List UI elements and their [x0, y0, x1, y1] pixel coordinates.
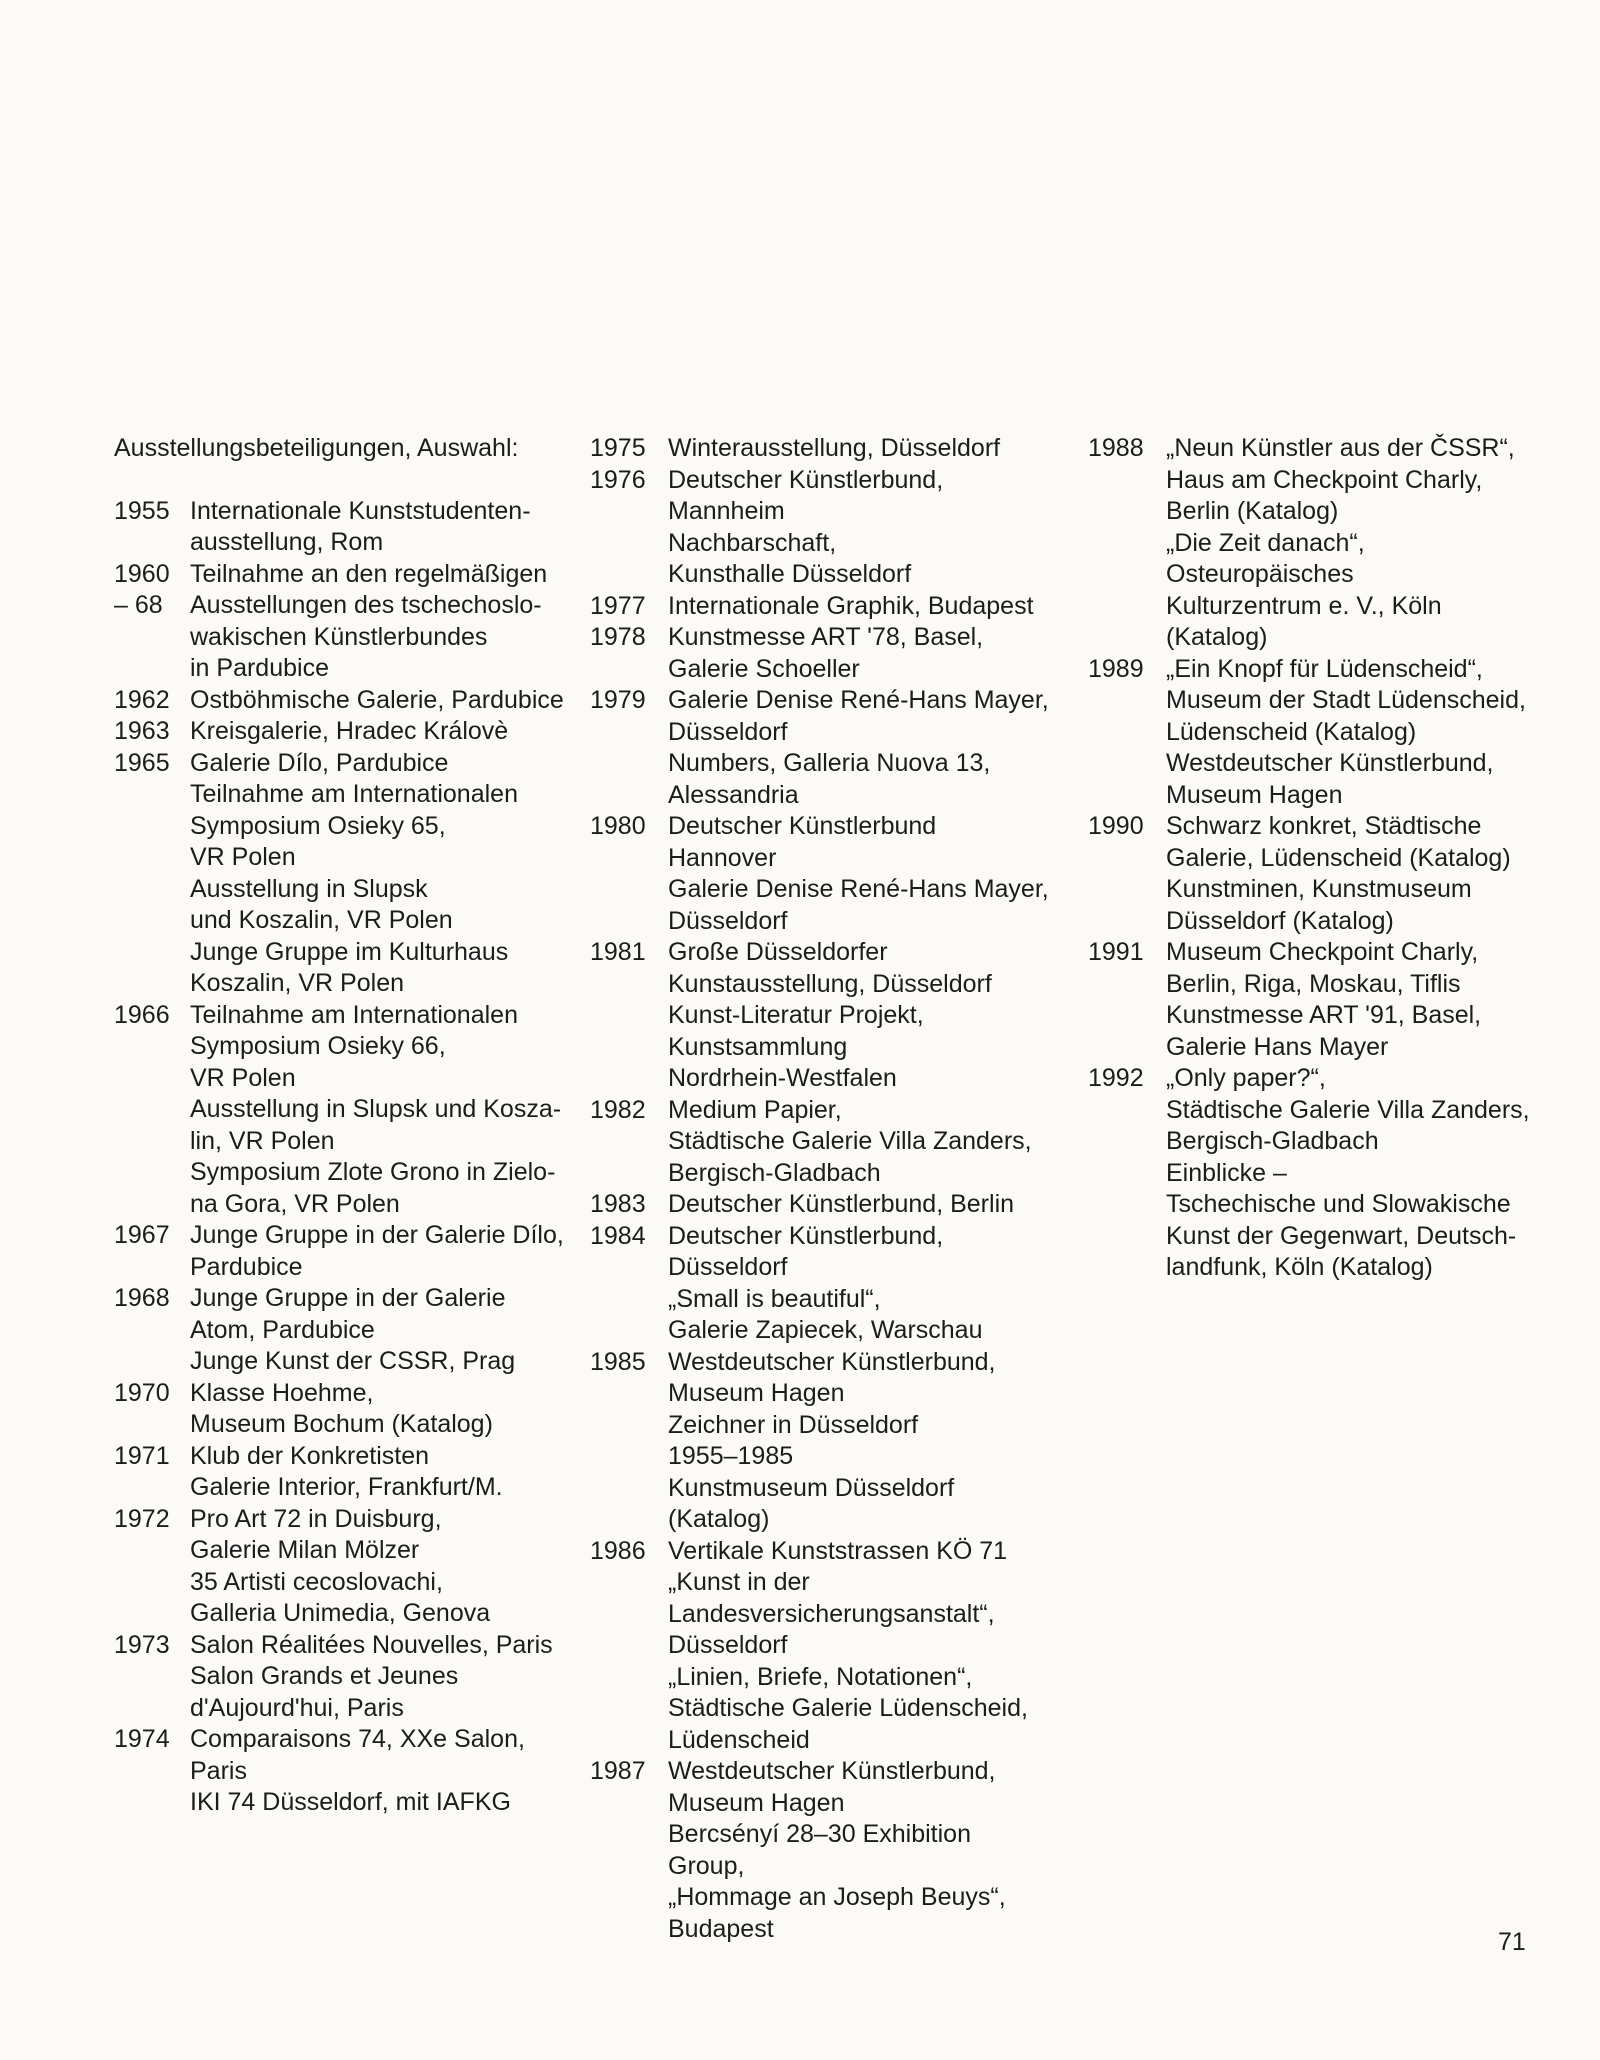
exhibition-entry [1088, 433, 1528, 654]
entry-line: Haus am Checkpoint Charly, [1166, 465, 1483, 494]
exhibition-entry [590, 937, 1060, 1095]
entry-line: (Katalog) [668, 1505, 770, 1533]
entry-line: Kunst-Literatur Projekt, [668, 1001, 924, 1029]
entry-line: Landesversicherungsanstalt“, [668, 1599, 995, 1628]
entry-line: Atom, Pardubice [190, 1315, 375, 1344]
entry-description [668, 591, 1060, 623]
entry-line: Kunstausstellung, Düsseldorf [668, 969, 992, 998]
entry-line: Junge Gruppe in der Galerie Dílo, [190, 1221, 564, 1249]
entry-description [190, 1220, 574, 1283]
exhibition-entry [1088, 1063, 1528, 1284]
entry-description [668, 937, 1060, 1095]
entry-description [190, 559, 574, 591]
entry-line: IKI 74 Düsseldorf, mit IAFKG [190, 1788, 511, 1816]
entry-line: Galerie, Lüdenscheid (Katalog) [1166, 843, 1511, 872]
entry-year: 1992 [1088, 1064, 1144, 1092]
entry-description [668, 1536, 1060, 1757]
entry-description [668, 1095, 1060, 1190]
entry-line: na Gora, VR Polen [190, 1189, 400, 1218]
entry-line: Museum Bochum (Katalog) [190, 1410, 493, 1438]
entry-year: 1962 [114, 685, 170, 714]
exhibition-entry [590, 1756, 1060, 1945]
entry-line: Teilnahme am Internationalen [190, 780, 518, 808]
entry-line: Numbers, Galleria Nuova 13, [668, 749, 991, 777]
entry-year: 1963 [114, 717, 170, 745]
column-2 [590, 433, 1060, 1945]
entry-line: Bergisch-Gladbach [1166, 1127, 1379, 1155]
entry-line: „Die Zeit danach“, [1166, 528, 1365, 557]
exhibition-entry [1088, 937, 1528, 1063]
entry-line: Düsseldorf [668, 1631, 788, 1659]
entry-description [190, 590, 574, 685]
entry-line: Kulturzentrum e. V., Köln [1166, 591, 1442, 620]
exhibition-entry [114, 748, 574, 1000]
entry-line: landfunk, Köln (Katalog) [1166, 1253, 1433, 1281]
entry-line: Kunsthalle Düsseldorf [668, 560, 912, 588]
entry-line: Kunstminen, Kunstmuseum [1166, 875, 1472, 903]
entry-year: – 68 [114, 591, 163, 619]
entry-line: Einblicke – [1166, 1158, 1287, 1187]
exhibition-entry [114, 1220, 574, 1283]
entry-line: Berlin, Riga, Moskau, Tiflis [1166, 969, 1461, 998]
entry-description [668, 1756, 1060, 1945]
entry-line: Pardubice [190, 1252, 303, 1281]
entry-line: Deutscher Künstlerbund, [668, 1221, 944, 1250]
entry-year: 1991 [1088, 938, 1144, 966]
entry-year: 1988 [1088, 434, 1144, 462]
entry-year: 1979 [590, 686, 646, 714]
exhibition-entry [590, 465, 1060, 591]
exhibition-entry [114, 685, 574, 717]
exhibition-entry [114, 1441, 574, 1504]
entry-line: Westdeutscher Künstlerbund, [668, 1757, 996, 1785]
entry-description [668, 622, 1060, 685]
entry-line: Lüdenscheid (Katalog) [1166, 717, 1417, 746]
entry-line: in Pardubice [190, 654, 329, 682]
entry-line: Hannover [668, 843, 777, 872]
entry-line: Salon Grands et Jeunes [190, 1662, 459, 1690]
entry-year: 1977 [590, 591, 646, 620]
entry-line: Galerie Schoeller [668, 654, 860, 683]
entry-description [190, 685, 574, 717]
exhibition-entry [114, 590, 574, 685]
entry-line: Düsseldorf (Katalog) [1166, 906, 1394, 935]
entry-line: „Only paper?“, [1166, 1064, 1326, 1092]
entry-line: Museum Checkpoint Charly, [1166, 938, 1479, 966]
entry-line: Salon Réalitées Nouvelles, Paris [190, 1630, 553, 1659]
entry-line: Bercsényí 28–30 Exhibition [668, 1820, 971, 1848]
exhibition-entry [590, 622, 1060, 685]
entry-description [190, 1724, 574, 1819]
exhibition-entry [590, 1347, 1060, 1536]
entry-line: Kunstmuseum Düsseldorf [668, 1473, 955, 1502]
entry-line: Kunstmesse ART '78, Basel, [668, 623, 984, 651]
entry-description [1166, 1063, 1530, 1284]
entry-year: 1971 [114, 1441, 170, 1470]
exhibition-entry [114, 716, 574, 748]
entry-line: Museum Hagen [668, 1788, 845, 1817]
entry-line: Westdeutscher Künstlerbund, [1166, 749, 1494, 777]
entry-description [668, 1347, 1060, 1536]
exhibition-entry [114, 1378, 574, 1441]
entry-year: 1975 [590, 434, 646, 462]
entry-description [190, 1378, 574, 1441]
entry-line: Symposium Zlote Grono in Zielo- [190, 1158, 556, 1186]
column-3 [1088, 433, 1528, 1284]
entry-line: Westdeutscher Künstlerbund, [668, 1347, 996, 1376]
exhibition-entry [114, 1504, 574, 1630]
entry-line: Junge Kunst der CSSR, Prag [190, 1347, 516, 1375]
entry-line: Ausstellungen des tschechoslo- [190, 591, 542, 619]
entry-line: Internationale Graphik, Budapest [668, 591, 1034, 620]
entry-line: „Kunst in der [668, 1568, 810, 1596]
entry-line: Städtische Galerie Lüdenscheid, [668, 1694, 1028, 1722]
exhibition-entry [590, 685, 1060, 811]
entry-year: 1966 [114, 1000, 170, 1029]
entry-year: 1960 [114, 559, 170, 588]
exhibition-entry [114, 1724, 574, 1819]
entry-line: Pro Art 72 in Duisburg, [190, 1504, 442, 1533]
exhibition-list [1088, 433, 1528, 1284]
entry-line: Düsseldorf [668, 717, 788, 746]
entry-line: „Small is beautiful“, [668, 1284, 881, 1313]
entry-line: Galerie Denise René-Hans Mayer, [668, 875, 1049, 903]
entry-line: Vertikale Kunststrassen KÖ 71 [668, 1536, 1008, 1565]
entry-description [1166, 937, 1528, 1063]
entry-year: 1974 [114, 1725, 170, 1753]
entry-year: 1985 [590, 1347, 646, 1376]
entry-description [190, 1630, 574, 1725]
entry-line: Düsseldorf [668, 1253, 788, 1281]
entry-year: 1990 [1088, 812, 1144, 840]
exhibition-entry [590, 591, 1060, 623]
entry-line: lin, VR Polen [190, 1126, 335, 1155]
entry-line: Museum der Stadt Lüdenscheid, [1166, 686, 1526, 714]
entry-line: Mannheim [668, 497, 785, 525]
entry-description [1166, 433, 1528, 654]
entry-line: und Koszalin, VR Polen [190, 906, 453, 934]
entry-line: Zeichner in Düsseldorf [668, 1410, 919, 1439]
entry-year: 1955 [114, 496, 170, 525]
entry-line: Berlin (Katalog) [1166, 497, 1339, 525]
exhibition-entry [590, 1189, 1060, 1221]
entry-line: Winterausstellung, Düsseldorf [668, 434, 1001, 462]
entry-line: Ausstellung in Slupsk und Kosza- [190, 1095, 562, 1123]
entry-line: Galerie Dílo, Pardubice [190, 748, 449, 777]
entry-line: Paris [190, 1756, 247, 1785]
entry-line: Deutscher Künstlerbund [668, 812, 937, 840]
entry-year: 1973 [114, 1630, 170, 1659]
entry-line: Koszalin, VR Polen [190, 969, 405, 997]
exhibition-entry [590, 1536, 1060, 1757]
entry-line: Ostböhmische Galerie, Pardubice [190, 685, 564, 714]
entry-line: 1955–1985 [668, 1442, 794, 1470]
entry-year: 1986 [590, 1536, 646, 1565]
entry-line: Klub der Konkretisten [190, 1441, 430, 1470]
entry-line: Ausstellung in Slupsk [190, 874, 428, 903]
exhibition-entry [1088, 811, 1528, 937]
entry-line: Internationale Kunststudenten- [190, 496, 531, 525]
entry-line: Group, [668, 1851, 745, 1880]
entry-line: Städtische Galerie Villa Zanders, [668, 1127, 1032, 1155]
entry-year: 1982 [590, 1095, 646, 1124]
entry-description [668, 1221, 1060, 1347]
entry-line: Junge Gruppe im Kulturhaus [190, 937, 509, 966]
exhibition-entry [114, 1000, 574, 1221]
entry-line: Alessandria [668, 780, 799, 809]
entry-line: Städtische Galerie Villa Zanders, [1166, 1095, 1530, 1124]
exhibition-entry [114, 1283, 574, 1378]
entry-year: 1970 [114, 1378, 170, 1407]
entry-line: Galleria Unimedia, Genova [190, 1599, 491, 1627]
entry-year: 1980 [590, 812, 646, 840]
entry-year: 1989 [1088, 654, 1144, 683]
exhibition-list [590, 433, 1060, 1945]
entry-year: 1978 [590, 623, 646, 651]
exhibition-entry [1088, 654, 1528, 812]
entry-line: Budapest [668, 1914, 774, 1943]
entry-year: 1968 [114, 1284, 170, 1312]
entry-line: d'Aujourd'hui, Paris [190, 1693, 404, 1722]
entry-year: 1967 [114, 1221, 170, 1249]
entry-line: 35 Artisti cecoslovachi, [190, 1567, 443, 1596]
entry-line: Galerie Denise René-Hans Mayer, [668, 686, 1049, 714]
entry-line: Bergisch-Gladbach [668, 1158, 881, 1187]
entry-description [190, 496, 574, 559]
entry-line: Deutscher Künstlerbund, Berlin [668, 1190, 1015, 1218]
exhibition-entry [114, 496, 574, 559]
entry-description [190, 1283, 574, 1378]
entry-description [190, 1000, 574, 1221]
entry-year: 1976 [590, 465, 646, 494]
entry-year: 1987 [590, 1757, 646, 1785]
entry-line: Nachbarschaft, [668, 528, 837, 557]
exhibition-entry [114, 1630, 574, 1725]
entry-year: 1983 [590, 1190, 646, 1218]
entry-line: Teilnahme an den regelmäßigen [190, 559, 548, 588]
entry-line: Medium Papier, [668, 1095, 842, 1124]
entry-description [190, 1441, 574, 1504]
entry-line: Osteuropäisches [1166, 560, 1354, 588]
exhibition-entry [590, 811, 1060, 937]
entry-line: wakischen Künstlerbundes [190, 622, 488, 651]
entry-line: Tschechische und Slowakische [1166, 1190, 1511, 1218]
entry-description [190, 716, 574, 748]
entry-line: Symposium Osieky 66, [190, 1032, 446, 1060]
entry-line: „Ein Knopf für Lüdenscheid“, [1166, 654, 1483, 683]
entry-line: Große Düsseldorfer [668, 938, 888, 966]
entry-line: ausstellung, Rom [190, 528, 384, 556]
entry-description [190, 1504, 574, 1630]
column-1 [114, 433, 574, 1819]
entry-line: Galerie Zapiecek, Warschau [668, 1316, 983, 1344]
entry-line: Kunstmesse ART '91, Basel, [1166, 1001, 1482, 1029]
entry-line: Comparaisons 74, XXe Salon, [190, 1725, 525, 1753]
entry-line: Lüdenscheid [668, 1725, 810, 1754]
entry-description [668, 433, 1060, 465]
entry-line: Museum Hagen [1166, 780, 1343, 809]
entry-description [668, 465, 1060, 591]
entry-line: Symposium Osieky 65, [190, 811, 446, 840]
entry-description [190, 748, 574, 1000]
entry-line: Junge Gruppe in der Galerie [190, 1284, 506, 1312]
entry-line: Kreisgalerie, Hradec Královè [190, 717, 509, 745]
entry-line: Klasse Hoehme, [190, 1378, 374, 1407]
entry-line: Deutscher Künstlerbund, [668, 465, 944, 494]
entry-year: 1981 [590, 938, 646, 966]
exhibition-entry [590, 1221, 1060, 1347]
entry-line: Galerie Interior, Frankfurt/M. [190, 1473, 503, 1501]
entry-line: Nordrhein-Westfalen [668, 1064, 897, 1092]
section-heading: Ausstellungsbeteiligungen, Auswahl: [114, 434, 519, 462]
entry-line: Galerie Milan Mölzer [190, 1536, 420, 1564]
entry-description [1166, 654, 1528, 812]
entry-line: Kunstsammlung [668, 1032, 848, 1061]
entry-description [668, 811, 1060, 937]
page-number: 71 [1498, 1928, 1526, 1956]
entry-line: „Linien, Briefe, Notationen“, [668, 1662, 973, 1691]
entry-line: Museum Hagen [668, 1379, 845, 1407]
entry-description [668, 1189, 1060, 1221]
entry-line: Kunst der Gegenwart, Deutsch- [1166, 1221, 1517, 1250]
entry-line: VR Polen [190, 843, 296, 871]
exhibition-entry [590, 433, 1060, 465]
entry-year: 1972 [114, 1504, 170, 1533]
entry-line: „Neun Künstler aus der ČSSR“, [1166, 434, 1515, 462]
entry-description [1166, 811, 1528, 937]
exhibition-list [114, 496, 574, 1819]
entry-line: Teilnahme am Internationalen [190, 1000, 518, 1029]
entry-line: Düsseldorf [668, 906, 788, 935]
entry-line: VR Polen [190, 1063, 296, 1092]
entry-line: (Katalog) [1166, 623, 1268, 651]
entry-line: „Hommage an Joseph Beuys“, [668, 1883, 1006, 1911]
entry-description [668, 685, 1060, 811]
entry-line: Galerie Hans Mayer [1166, 1032, 1389, 1061]
exhibition-entry [114, 559, 574, 591]
entry-line: Schwarz konkret, Städtische [1166, 812, 1482, 840]
entry-year: 1965 [114, 748, 170, 777]
entry-year: 1984 [590, 1221, 646, 1250]
exhibition-entry [590, 1095, 1060, 1190]
